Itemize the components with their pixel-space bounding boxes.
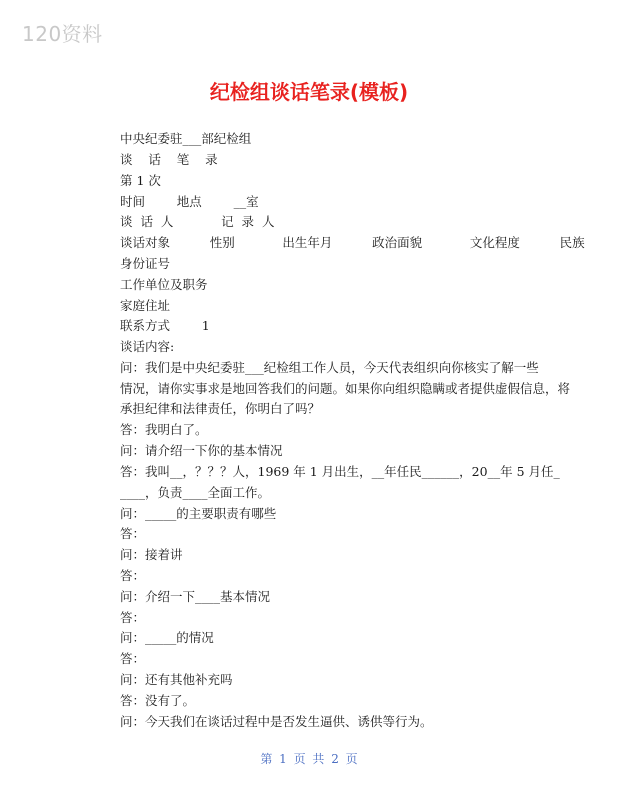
question-1-line-1: 问：我们是中央纪委驻___纪检组工作人员，今天代表组织向你核实了解一些 bbox=[120, 360, 539, 375]
page-footer: 第 1 页 共 2 页 bbox=[260, 752, 358, 766]
header-content-label: 谈话内容: bbox=[120, 339, 175, 354]
watermark: 120资料 bbox=[22, 22, 103, 46]
answer-6: 答： bbox=[120, 651, 146, 666]
question-2: 问：请介绍一下你的基本情况 bbox=[120, 443, 283, 458]
header-contact: 联系方式 1 bbox=[120, 318, 210, 333]
question-8: 问：今天我们在谈话过程中是否发生逼供、诱供等行为。 bbox=[120, 714, 433, 729]
question-4: 问：接着讲 bbox=[120, 547, 183, 562]
header-subject-fields: 谈话对象 性别 出生年月 政治面貌 文化程度 民族 bbox=[120, 235, 585, 250]
question-3: 问：_____的主要职责有哪些 bbox=[120, 506, 277, 521]
document-title: 纪检组谈话笔录(模板) bbox=[209, 80, 409, 104]
header-id-number: 身份证号 bbox=[120, 256, 171, 271]
header-address: 家庭住址 bbox=[120, 298, 171, 313]
header-interviewer-recorder: 谈 话 人 记 录 人 bbox=[120, 214, 275, 229]
question-1-line-2: 情况，请你实事求是地回答我们的问题。如果你向组织隐瞒或者提供虚假信息，将 bbox=[120, 381, 571, 396]
question-5: 问：介绍一下____基本情况 bbox=[120, 589, 271, 604]
answer-4: 答： bbox=[120, 568, 146, 583]
answer-2-line-1: 答：我叫__，？？？人，1969 年 1 月出生，__年任民______，20__年 5 月任_ bbox=[120, 464, 560, 479]
question-1-line-3: 承担纪律和法律责任，你明白了吗？ bbox=[120, 401, 321, 416]
header-session: 第 1 次 bbox=[120, 173, 161, 188]
header-time-place: 时间 地点 __室 bbox=[120, 194, 259, 209]
header-workplace: 工作单位及职务 bbox=[120, 277, 208, 292]
answer-3: 答： bbox=[120, 526, 146, 541]
question-7: 问：还有其他补充吗 bbox=[120, 672, 233, 687]
answer-5: 答： bbox=[120, 610, 146, 625]
header-unit: 中央纪委驻___部纪检组 bbox=[120, 131, 252, 146]
answer-2-line-2: ____，负责____全面工作。 bbox=[120, 485, 271, 500]
answer-1: 答：我明白了。 bbox=[120, 422, 208, 437]
question-6: 问：_____的情况 bbox=[120, 630, 214, 645]
header-record-title: 谈 话 笔 录 bbox=[120, 152, 218, 167]
answer-7: 答：没有了。 bbox=[120, 693, 196, 708]
